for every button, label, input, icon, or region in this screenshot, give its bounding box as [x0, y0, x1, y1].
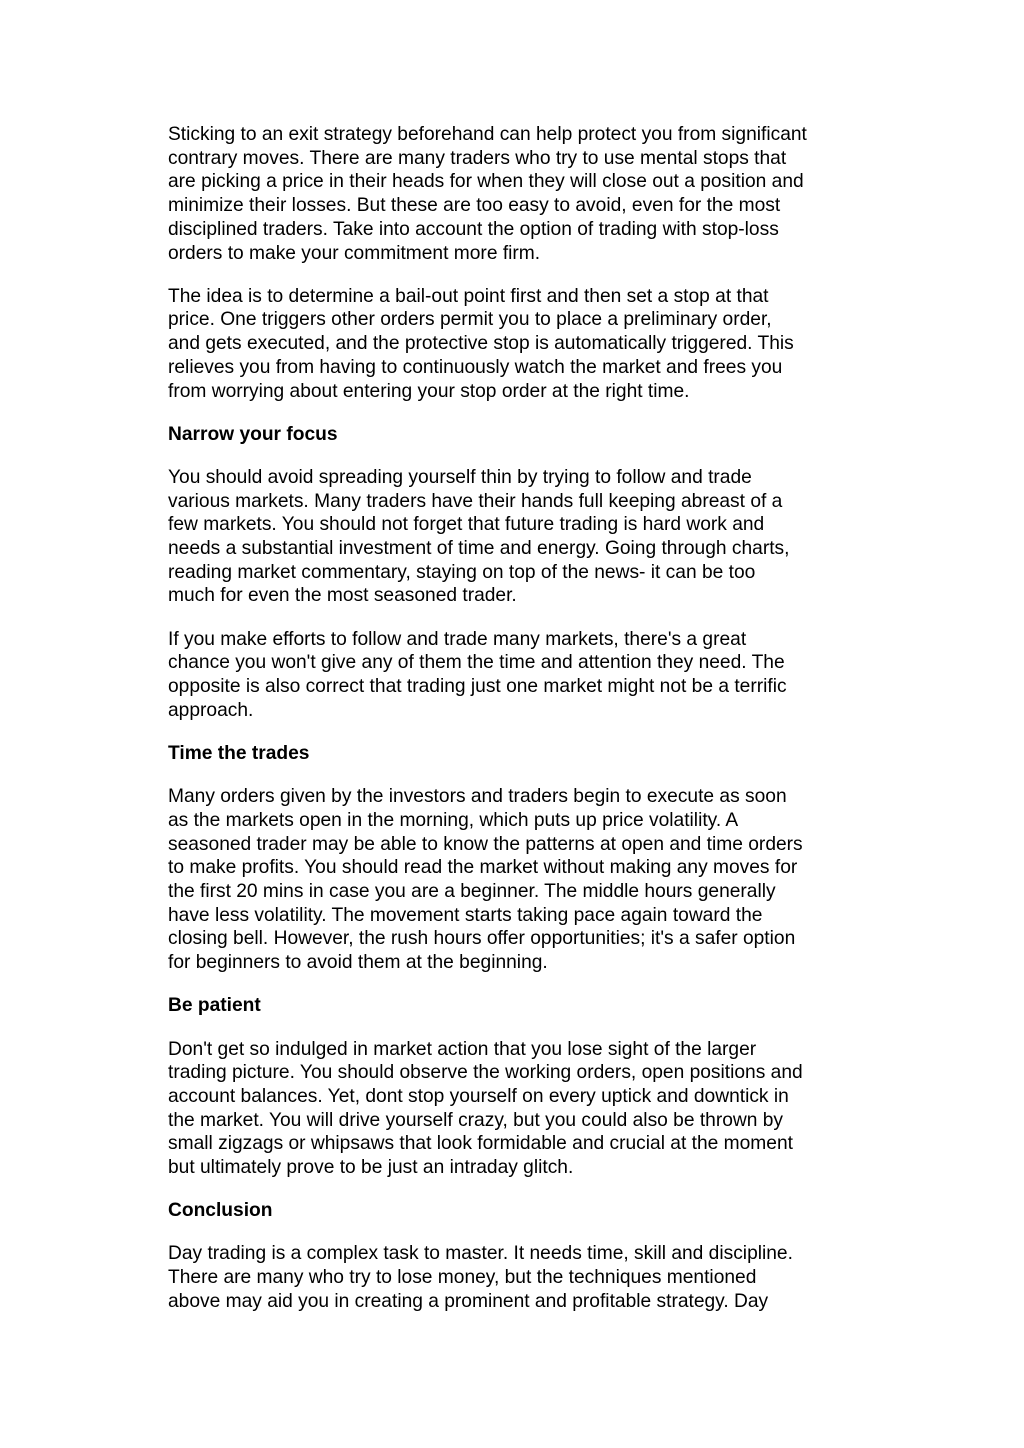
text-line: account balances. Yet, dont stop yourself on every uptick and downtick in [168, 1085, 789, 1107]
heading-text: Be patient [168, 995, 261, 1017]
text-line: and gets executed, and the protective stop is automatically triggered. This [168, 333, 794, 355]
heading-be-patient [168, 994, 868, 1018]
text-line: Sticking to an exit strategy beforehand can help protect you from significant [168, 124, 807, 145]
heading-text: Time the trades [168, 742, 310, 764]
text-line: closing bell. However, the rush hours offer opportunities; it's a safer option [168, 928, 796, 950]
paragraph-market-action [168, 1038, 868, 1180]
text-line: to make profits. You should read the market without making any moves for [168, 857, 798, 879]
text-line: for beginners to avoid them at the beginning. [168, 952, 548, 974]
text-line: but ultimately prove to be just an intraday glitch. [168, 1157, 574, 1179]
text-line: Many orders given by the investors and traders begin to execute as soon [168, 786, 787, 808]
text-line: much for even the most seasoned trader. [168, 585, 517, 607]
text-line: as the markets open in the morning, which puts up price volatility. A [168, 809, 739, 831]
text-line: above may aid you in creating a prominent and profitable strategy. Day [168, 1290, 769, 1312]
text-line: The idea is to determine a bail-out point first and then set a stop at that [168, 285, 769, 307]
text-line: have less volatility. The movement starts taking pace again toward the [168, 904, 763, 926]
text-line: approach. [168, 699, 254, 721]
heading-time-the-trades [168, 742, 868, 766]
text-line: There are many who try to lose money, but the techniques mentioned [168, 1267, 757, 1289]
text-line: Day trading is a complex task to master. It needs time, skill and discipline. [168, 1243, 793, 1265]
text-line: small zigzags or whipsaws that look formidable and crucial at the moment [168, 1133, 793, 1155]
text-line: seasoned trader may be able to know the patterns at open and time orders [168, 833, 803, 855]
heading-text: Narrow your focus [168, 423, 338, 445]
text-line: reading market commentary, staying on top of the news- it can be too [168, 561, 756, 583]
text-line: needs a substantial investment of time and energy. Going through charts, [168, 538, 790, 560]
paragraph-spreading-thin [168, 466, 868, 608]
text-line: relieves you from having to continuously watch the market and frees you [168, 356, 783, 378]
text-line: If you make efforts to follow and trade many markets, there's a great [168, 628, 747, 650]
text-line: contrary moves. There are many traders who try to use mental stops that [168, 147, 787, 169]
paragraph-conclusion [168, 1242, 868, 1313]
text-line: are picking a price in their heads for when they will close out a position and [168, 171, 804, 193]
text-line: various markets. Many traders have their hands full keeping abreast of a [168, 490, 783, 512]
heading-text: Conclusion [168, 1200, 273, 1222]
text-line: from worrying about entering your stop order at the right time. [168, 380, 690, 402]
text-line: orders to make your commitment more firm. [168, 242, 541, 264]
text-line: price. One triggers other orders permit you to place a preliminary order, [168, 309, 772, 331]
text-line: chance you won't give any of them the time and attention they need. The [168, 652, 785, 674]
text-line: the market. You will drive yourself crazy, but you could also be thrown by [168, 1109, 784, 1131]
text-line: disciplined traders. Take into account the option of trading with stop-loss [168, 218, 779, 240]
paragraph-bail-out-point [168, 285, 868, 404]
text-line: few markets. You should not forget that future trading is hard work and [168, 514, 765, 536]
text-line: You should avoid spreading yourself thin by trying to follow and trade [168, 466, 752, 488]
text-line: Don't get so indulged in market action that you lose sight of the larger [168, 1038, 757, 1060]
heading-narrow-your-focus [168, 423, 868, 447]
paragraph-exit-strategy [168, 123, 868, 265]
paragraph-market-open [168, 785, 868, 975]
text-line: the first 20 mins in case you are a beginner. The middle hours generally [168, 880, 776, 902]
heading-conclusion [168, 1199, 868, 1223]
document-page [168, 123, 868, 1333]
text-line: opposite is also correct that trading just one market might not be a terrific [168, 676, 787, 698]
paragraph-many-markets [168, 628, 868, 723]
text-line: trading picture. You should observe the working orders, open positions and [168, 1062, 803, 1084]
text-line: minimize their losses. But these are too easy to avoid, even for the most [168, 195, 781, 217]
